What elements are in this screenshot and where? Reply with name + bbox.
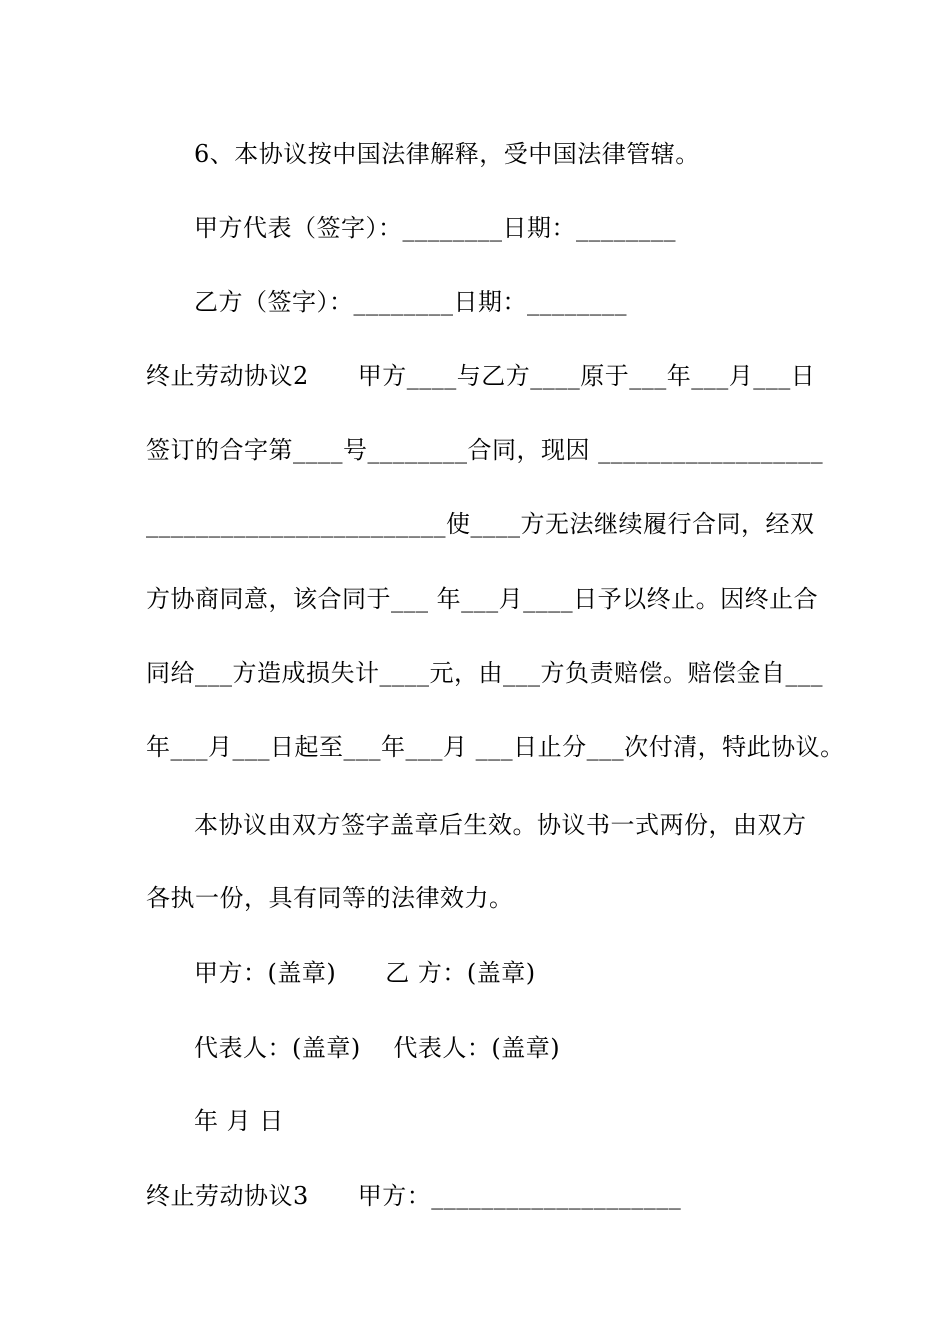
- party-b-signature-line: 乙方（签字）：________日期：________: [194, 288, 627, 316]
- agreement-3-heading-line: 终止劳动协议3 甲方：____________________: [146, 1182, 682, 1210]
- paragraph-line: 签订的合字第____号________合同，现因 __________________: [146, 436, 824, 464]
- paragraph-line: 年___月___日起至___年___月 ___日止分___次付清，特此协议。: [146, 733, 845, 761]
- representative-seal-line: 代表人：(盖章) 代表人：(盖章): [194, 1034, 561, 1062]
- date-line: 年 月 日: [194, 1107, 284, 1135]
- clause-6-text: 6、本协议按中国法律解释，受中国法律管辖。: [194, 140, 700, 168]
- effectiveness-paragraph-line: 本协议由双方签字盖章后生效。协议书一式两份，由双方: [194, 811, 807, 839]
- paragraph-line: 同给___方造成损失计____元，由___方负责赔偿。赔偿金自___: [146, 659, 823, 687]
- paragraph-line: ________________________使____方无法继续履行合同，经双: [146, 510, 815, 538]
- effectiveness-paragraph-line: 各执一份，具有同等的法律效力。: [146, 884, 514, 912]
- paragraph-line: 方协商同意，该合同于___ 年___月____日予以终止。因终止合: [146, 585, 819, 613]
- party-a-signature-line: 甲方代表（签字）：________日期：________: [194, 214, 676, 242]
- party-seal-line: 甲方：(盖章) 乙 方：(盖章): [194, 959, 536, 987]
- agreement-2-heading-line: 终止劳动协议2 甲方____与乙方____原于___年___月___日: [146, 362, 816, 390]
